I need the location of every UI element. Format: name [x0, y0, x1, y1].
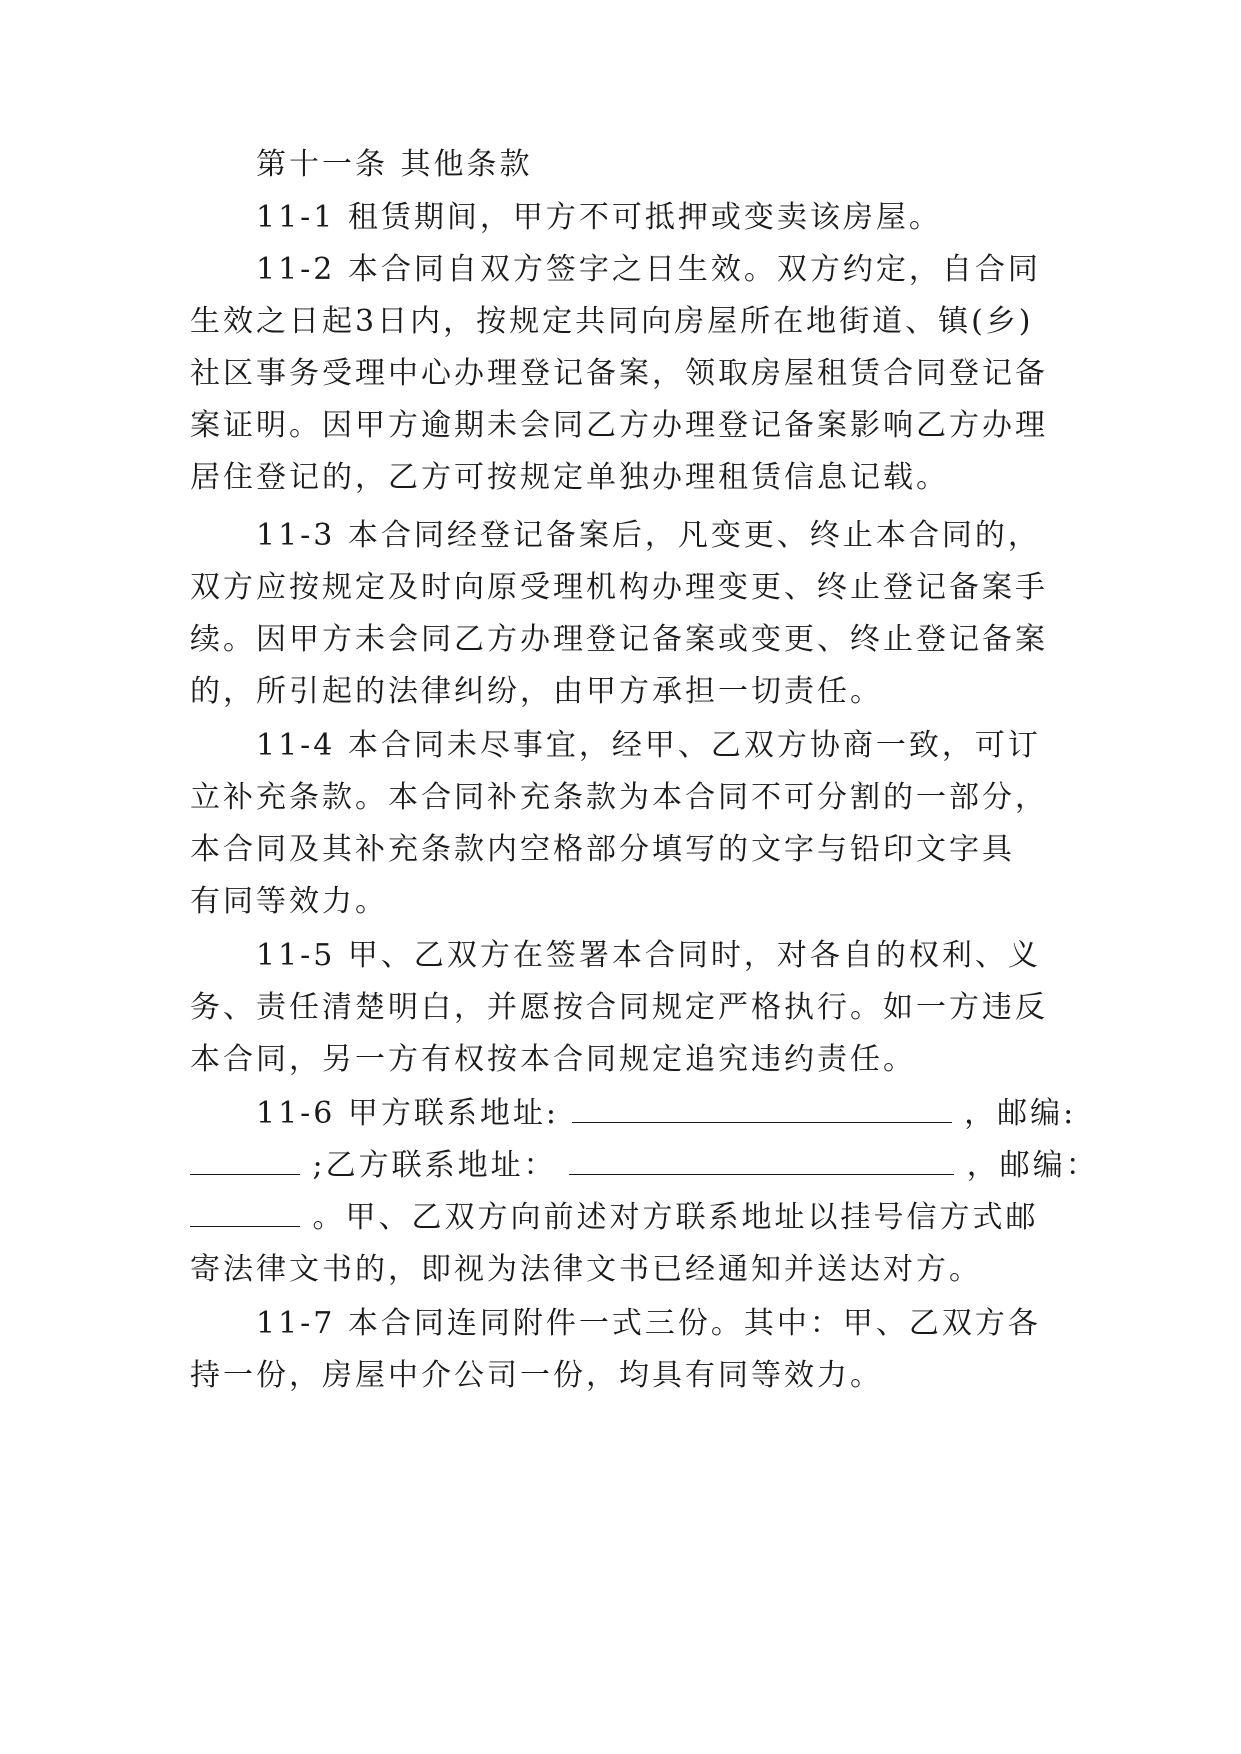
clause-11-6-line-2	[190, 1146, 1099, 1186]
clause-11-6-line-4: 寄法律文书的，即视为法律文书已经通知并送达对方。	[190, 1252, 982, 1287]
clause-11-6-line-3-text: 。甲、乙双方向前述对方联系地址以挂号信方式邮	[312, 1200, 1039, 1235]
party-a-address-blank	[572, 1094, 952, 1123]
party-b-postcode-blank	[190, 1198, 300, 1227]
clause-11-5-line-3: 本合同，另一方有权按本合同规定追究违约责任。	[190, 1042, 916, 1077]
clause-11-4-line-2: 立补充条款。本合同补充条款为本合同不可分割的一部分，	[190, 780, 1048, 815]
clause-11-3-line-2: 双方应按规定及时向原受理机构办理变更、终止登记备案手	[190, 570, 1048, 605]
clause-11-6-party-a-postcode-label: ，邮编:	[964, 1096, 1077, 1131]
clause-11-4-line-3: 本合同及其补充条款内空格部分填写的文字与铅印文字具	[190, 832, 1015, 867]
clause-11-3-line-4: 的，所引起的法律纠纷，由甲方承担一切责任。	[190, 674, 883, 709]
clause-11-5-line-1: 11-5 甲、乙双方在签署本合同时，对各自的权利、义	[256, 938, 1041, 973]
clause-11-6-party-a-address-label: 11-6 甲方联系地址:	[256, 1096, 560, 1131]
clause-11-2-line-3: 社区事务受理中心办理登记备案，领取房屋租赁合同登记备	[190, 356, 1048, 391]
clause-11-6-party-b-address-label: ;乙方联系地址：	[312, 1148, 557, 1183]
clause-11-2-line-2: 生效之日起3日内，按规定共同向房屋所在地街道、镇(乡)	[190, 304, 1034, 339]
party-b-address-blank	[569, 1146, 954, 1175]
clause-11-6-line-3	[190, 1198, 1070, 1238]
clause-11-7-line-2: 持一份，房屋中介公司一份，均具有同等效力。	[190, 1358, 883, 1393]
clause-11-4-line-4: 有同等效力。	[190, 884, 388, 919]
article-heading: 第十一条 其他条款	[256, 147, 533, 182]
party-a-postcode-blank	[190, 1146, 300, 1175]
clause-11-2-line-1: 11-2 本合同自双方签字之日生效。双方约定，自合同	[256, 252, 1041, 287]
clause-11-6-line-1	[256, 1094, 1077, 1134]
clause-11-2-line-4: 案证明。因甲方逾期未会同乙方办理登记备案影响乙方办理	[190, 408, 1048, 443]
clause-11-6-party-b-postcode-label: ，邮编：	[966, 1148, 1099, 1183]
clause-11-3-line-3: 续。因甲方未会同乙方办理登记备案或变更、终止登记备案	[190, 622, 1048, 657]
clause-11-1: 11-1 租赁期间，甲方不可抵押或变卖该房屋。	[256, 200, 942, 235]
clause-11-4-line-1: 11-4 本合同未尽事宜，经甲、乙双方协商一致，可订	[256, 728, 1041, 763]
clause-11-5-line-2: 务、责任清楚明白，并愿按合同规定严格执行。如一方违反	[190, 990, 1048, 1025]
clause-11-2-line-5: 居住登记的，乙方可按规定单独办理租赁信息记载。	[190, 460, 949, 495]
clause-11-7-line-1: 11-7 本合同连同附件一式三份。其中：甲、乙双方各	[256, 1306, 1041, 1341]
clause-11-3-line-1: 11-3 本合同经登记备案后，凡变更、终止本合同的，	[256, 518, 1041, 553]
